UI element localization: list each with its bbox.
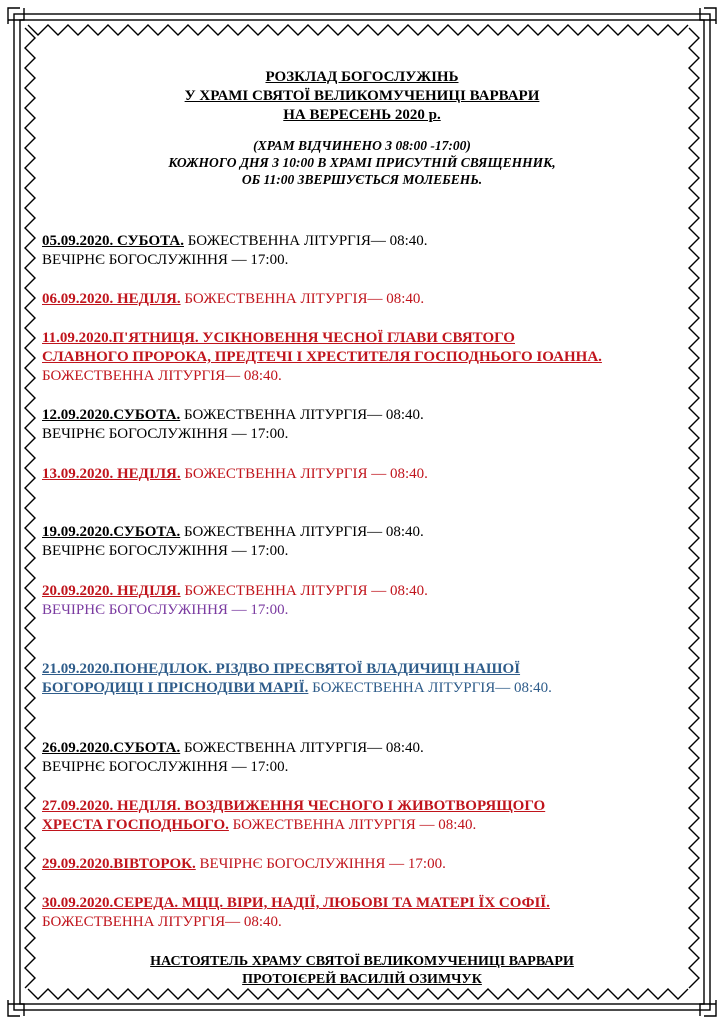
opening-notice [0,137,724,188]
schedule-entry [42,329,692,386]
entry-service: БОЖЕСТВЕННА ЛІТУРГІЯ— 08:40. [42,368,282,384]
entry-service: БОЖЕСТВЕННА ЛІТУРГІЯ — 08:40. [228,817,477,833]
entry-date: 06.09.2020. НЕДІЛЯ. [42,291,181,307]
schedule-entry [42,465,692,484]
notice-line-1: (ХРАМ ВІДЧИНЕНО З 08:00 -17:00) [253,138,471,153]
entry-service: БОЖЕСТВЕННА ЛІТУРГІЯ— 08:40. [308,680,552,696]
rector-title: НАСТОЯТЕЛЬ ХРАМУ СВЯТОЇ ВЕЛИКОМУЧЕНИЦІ ВАРВАРИ [150,954,574,969]
entry-date: 20.09.2020. НЕДІЛЯ. [42,583,181,599]
entry-date: 26.09.2020.СУБОТА. [42,740,181,756]
notice-line-3: ОБ 11:00 ЗВЕРШУЄТЬСЯ МОЛЕБЕНЬ. [241,172,483,187]
entry-service: БОЖЕСТВЕННА ЛІТУРГІЯ — 08:40. [180,466,428,482]
entry-service: БОЖЕСТВЕННА ЛІТУРГІЯ — 08:40. [180,583,428,599]
entry-date: 29.09.2020.ВІВТОРОК. [42,856,196,872]
entry-service: БОЖЕСТВЕННА ЛІТУРГІЯ— 08:40. [180,407,424,423]
entry-date: 19.09.2020.СУБОТА. [42,524,181,540]
entry-feast: ХРЕСТА ГОСПОДНЬОГО. [42,817,229,833]
schedule-entry [42,660,692,698]
entry-service: БОЖЕСТВЕННА ЛІТУРГІЯ— 08:40. [42,914,282,930]
entry-date: 12.09.2020.СУБОТА. [42,407,181,423]
entry-service: ВЕЧІРНЄ БОГОСЛУЖІННЯ — 17:00. [195,856,446,872]
entry-date: 13.09.2020. НЕДІЛЯ. [42,466,181,482]
entry-service: БОЖЕСТВЕННА ЛІТУРГІЯ— 08:40. [180,291,425,307]
schedule-entry [42,232,692,270]
entry-service: БОЖЕСТВЕННА ЛІТУРГІЯ— 08:40. [183,233,428,249]
entry-service: ВЕЧІРНЄ БОГОСЛУЖІННЯ — 17:00. [42,543,289,559]
schedule-entry [42,855,692,874]
title-line-1: РОЗКЛАД БОГОСЛУЖІНЬ [265,69,459,85]
schedule-entry [42,290,692,309]
entry-service: ВЕЧІРНЄ БОГОСЛУЖІННЯ — 17:00. [42,426,289,442]
entry-service: ВЕЧІРНЄ БОГОСЛУЖІННЯ — 17:00. [42,602,289,618]
entry-service: БОЖЕСТВЕННА ЛІТУРГІЯ— 08:40. [180,740,424,756]
schedule-entry [42,523,692,561]
entry-service: ВЕЧІРНЄ БОГОСЛУЖІННЯ — 17:00. [42,252,289,268]
entry-date: 21.09.2020.ПОНЕДІЛОК. РІЗДВО ПРЕСВЯТОЇ ВЛАДИЧИЦІ НАШОЇ [42,661,521,677]
entry-date: 27.09.2020. НЕДІЛЯ. ВОЗДВИЖЕННЯ ЧЕСНОГО І ЖИВОТВОРЯЩОГО [42,798,546,814]
entry-date: 11.09.2020.П'ЯТНИЦЯ. УСІКНОВЕННЯ ЧЕСНОЇ ГЛАВИ СВЯТОГО [42,330,515,346]
title-line-2: У ХРАМІ СВЯТОЇ ВЕЛИКОМУЧЕНИЦІ ВАРВАРИ [184,88,540,104]
entry-date: 30.09.2020.СЕРЕДА. МЦЦ. ВІРИ, НАДІЇ, ЛЮБОВІ ТА МАТЕРІ ЇХ СОФІЇ. [42,895,550,911]
entry-date: 05.09.2020. СУБОТА. [42,233,184,249]
schedule-entry [42,406,692,444]
schedule-entry [42,894,692,932]
entry-service: БОЖЕСТВЕННА ЛІТУРГІЯ— 08:40. [180,524,424,540]
entry-feast: СЛАВНОГО ПРОРОКА, ПРЕДТЕЧІ І ХРЕСТИТЕЛЯ ГОСПОДНЬОГО ІОАННА. [42,349,602,365]
schedule-title [0,68,724,125]
signature-block [0,953,724,989]
title-line-3: НА ВЕРЕСЕНЬ 2020 р. [283,107,441,123]
notice-line-2: КОЖНОГО ДНЯ З 10:00 В ХРАМІ ПРИСУТНІЙ СВЯЩЕННИК, [168,155,556,170]
schedule-entry [42,739,692,777]
schedule-entry [42,797,692,835]
schedule-entry [42,582,692,620]
entry-service: ВЕЧІРНЄ БОГОСЛУЖІННЯ — 17:00. [42,759,289,775]
rector-name: ПРОТОІЄРЕЙ ВАСИЛІЙ ОЗИМЧУК [242,972,482,987]
entry-feast: БОГОРОДИЦІ І ПРІСНОДІВИ МАРІЇ. [42,680,309,696]
